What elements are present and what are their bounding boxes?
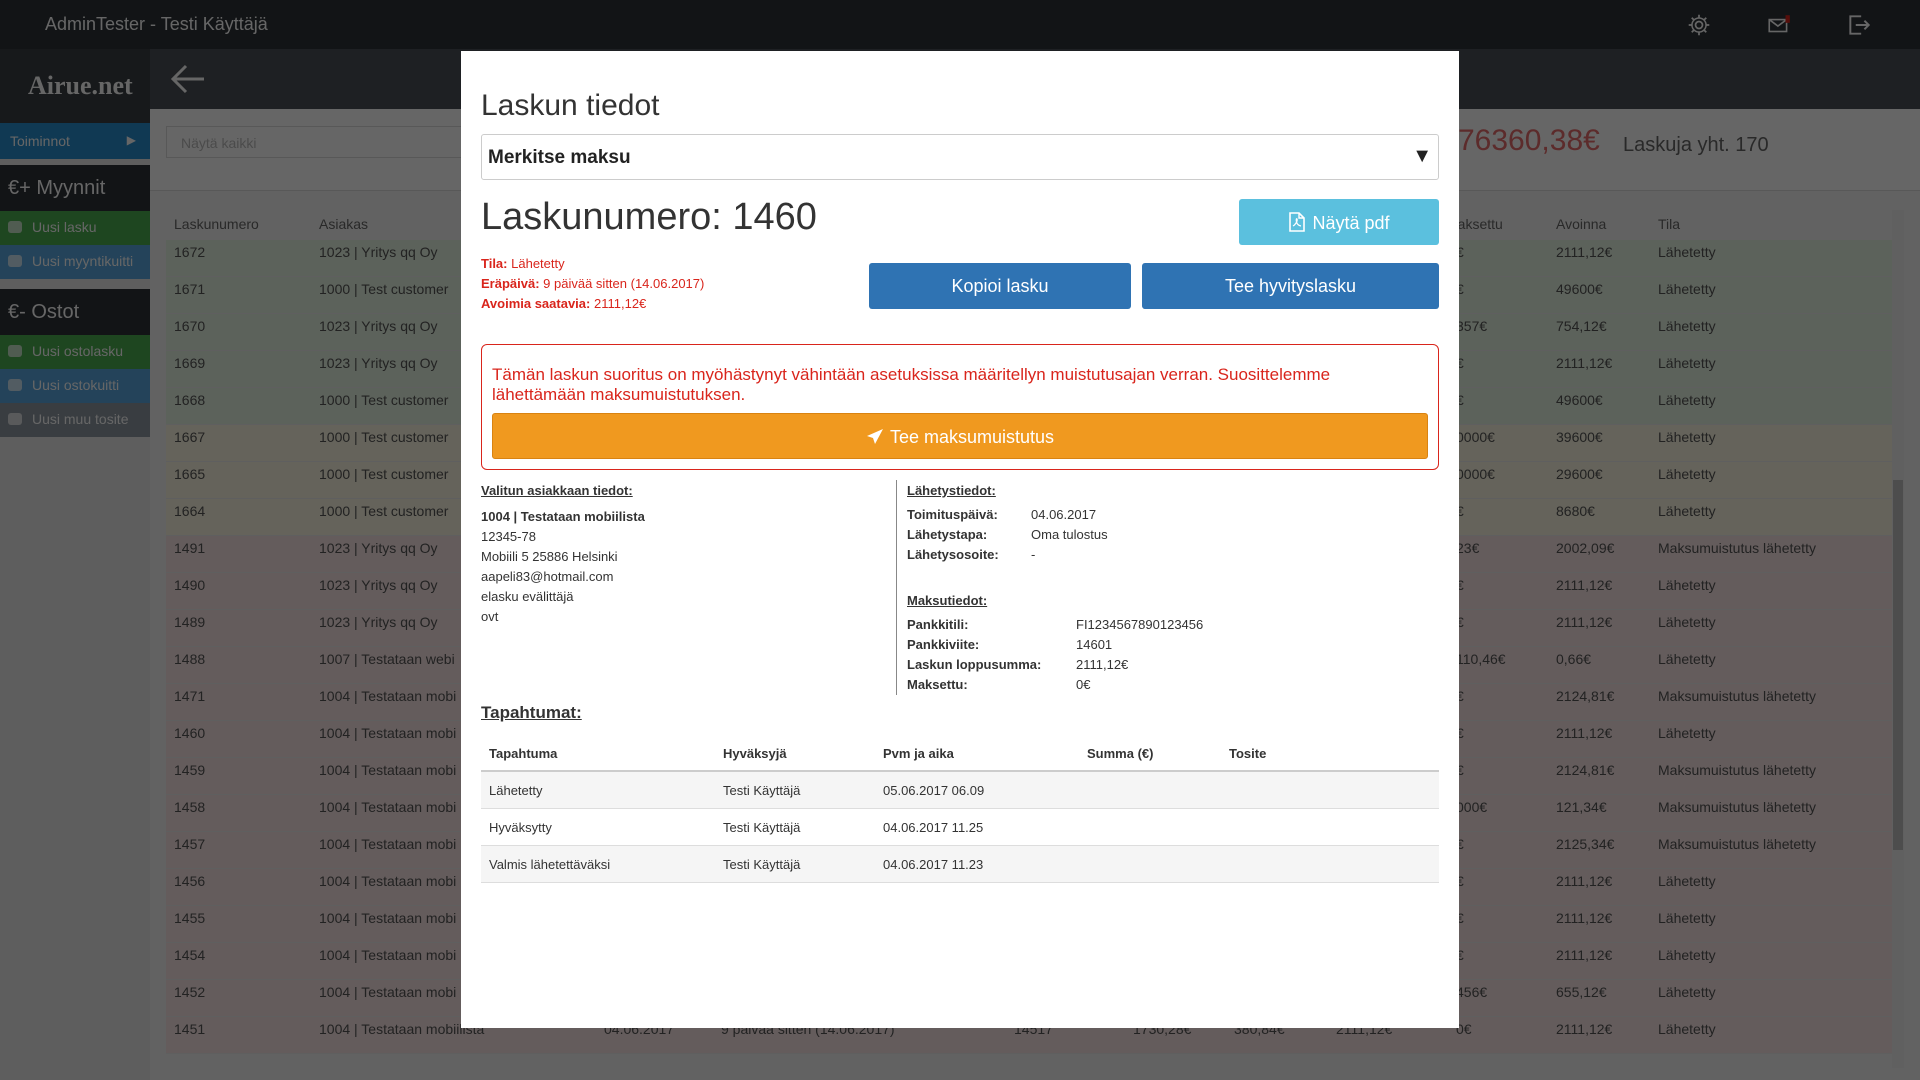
due-date-label: Eräpäivä:: [481, 276, 540, 291]
events-table-header: [481, 734, 1439, 772]
payment-reminder-label: Tee maksumuistutus: [889, 427, 1055, 447]
open-amount-label: Avoimia saatavia:: [481, 296, 591, 311]
payment-value: 0€: [1076, 677, 1091, 692]
event-time: 05.06.2017 06.09: [883, 783, 985, 798]
payment-key: Pankkiviite:: [907, 637, 980, 652]
events-heading: Tapahtumat:: [481, 703, 582, 722]
payment-key: Maksettu:: [907, 677, 968, 692]
copy-invoice-button[interactable]: Kopioi lasku: [869, 263, 1131, 309]
event-name: Valmis lähetettäväksi: [489, 857, 611, 872]
events-column-header: Pvm ja aika: [883, 746, 954, 761]
payment-key: Laskun loppusumma:: [907, 657, 1042, 672]
customer-name: 1004 | Testataan mobiilista: [481, 509, 645, 524]
event-row: [481, 772, 1439, 809]
shipping-key: Lähetysosoite:: [907, 547, 999, 562]
invoice-status: [481, 254, 704, 314]
customer-line: Mobiili 5 25886 Helsinki: [481, 549, 618, 564]
shipping-key: Toimituspäivä:: [907, 507, 998, 522]
event-approver: Testi Käyttäjä: [723, 783, 801, 798]
payment-reminder-button[interactable]: [492, 413, 1428, 459]
events-column-header: Tapahtuma: [489, 746, 558, 761]
customer-info: [481, 481, 645, 627]
divider: [896, 480, 897, 695]
event-name: Hyväksytty: [489, 820, 552, 835]
show-pdf-label: Näytä pdf: [1312, 213, 1390, 233]
customer-line: aapeli83@hotmail.com: [481, 569, 614, 584]
customer-heading: Valitun asiakkaan tiedot:: [481, 483, 633, 498]
shipping-value: Oma tulostus: [1031, 527, 1108, 542]
invoice-number: Laskunumero: 1460: [481, 196, 817, 238]
status-label: Tila:: [481, 256, 508, 271]
alert-text: Tämän laskun suoritus on myöhästynyt vähintään asetuksissa määritellyn muistutusajan verran. Suosittelemme lähettämään maksumuistutuksen.: [492, 365, 1331, 404]
status-value: Lähetetty: [511, 256, 565, 271]
payment-heading: Maksutiedot:: [907, 593, 988, 608]
event-name: Lähetetty: [489, 783, 543, 798]
shipping-heading: Lähetystiedot:: [907, 483, 996, 498]
shipping-value: 04.06.2017: [1031, 507, 1097, 522]
pdf-icon: [1288, 212, 1306, 237]
events-column-header: Summa (€): [1087, 746, 1154, 761]
events-column-header: Hyväksyjä: [723, 746, 787, 761]
paper-plane-icon: [866, 428, 884, 451]
event-approver: Testi Käyttäjä: [723, 820, 801, 835]
payment-value: 14601: [1076, 637, 1113, 652]
shipping-heading-wrap: [907, 481, 996, 507]
overdue-alert: [481, 344, 1439, 470]
event-time: 04.06.2017 11.25: [883, 820, 984, 835]
show-pdf-button[interactable]: [1239, 199, 1439, 245]
modal-title: Laskun tiedot: [481, 89, 660, 122]
event-approver: Testi Käyttäjä: [723, 857, 801, 872]
customer-line: 12345-78: [481, 529, 536, 544]
payment-value: 2111,12€: [1076, 657, 1129, 672]
event-time: 04.06.2017 11.23: [883, 857, 984, 872]
shipping-key: Lähetystapa:: [907, 527, 988, 542]
customer-line: ovt: [481, 609, 499, 624]
open-amount-value: 2111,12€: [593, 296, 647, 311]
caret-down-icon: ▼: [1412, 145, 1432, 167]
payment-value: FI1234567890123456: [1076, 617, 1204, 632]
event-row: [481, 846, 1439, 883]
credit-invoice-button[interactable]: Tee hyvityslasku: [1142, 263, 1439, 309]
event-row: [481, 809, 1439, 846]
invoice-details-modal: [461, 51, 1459, 1028]
due-date-value: 9 päivää sitten (14.06.2017): [543, 276, 705, 291]
action-select[interactable]: [481, 134, 1439, 180]
customer-line: elasku evälittäjä: [481, 589, 574, 604]
action-select-value: Merkitse maksu: [488, 147, 631, 168]
payment-key: Pankkitili:: [907, 617, 969, 632]
events-column-header: Tosite: [1229, 746, 1267, 761]
payment-heading-wrap: [907, 591, 987, 617]
shipping-value: -: [1031, 547, 1036, 562]
